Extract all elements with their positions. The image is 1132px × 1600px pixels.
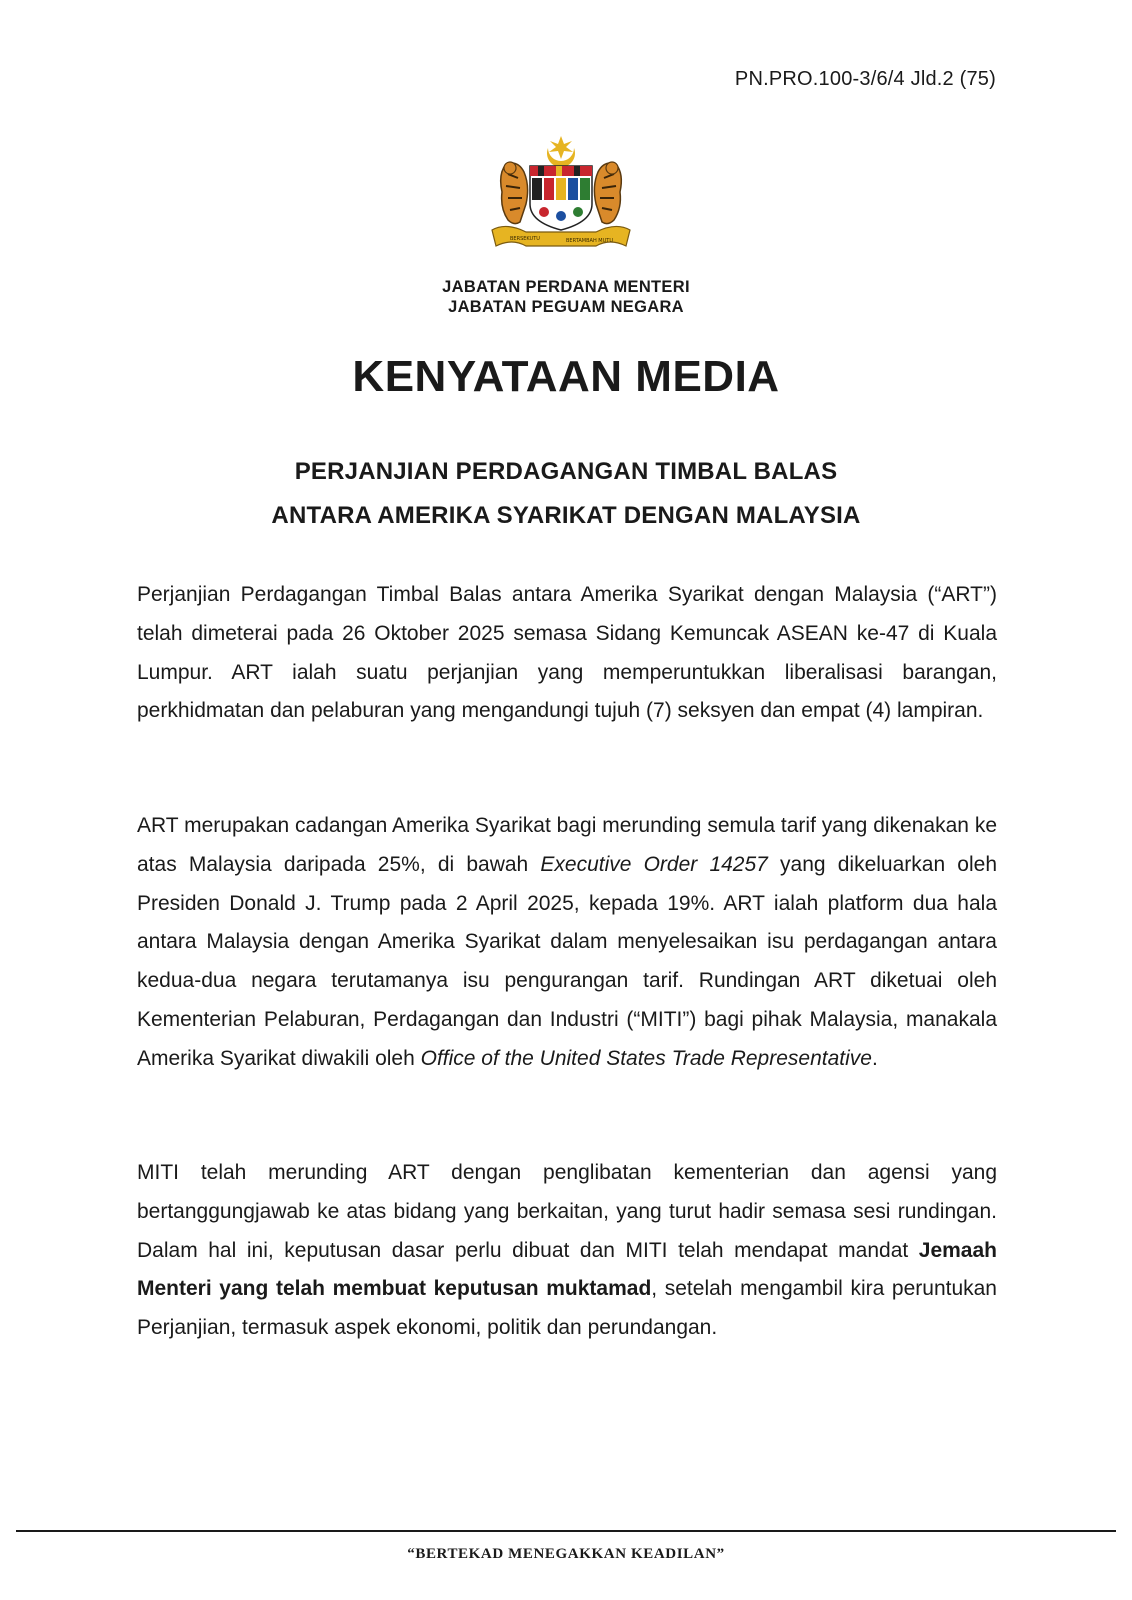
paragraph-2 bbox=[137, 807, 997, 1079]
ustr-reference: Office of the United States Trade Representative bbox=[420, 1046, 872, 1070]
footer-motto: “BERTEKAD MENEGAKKAN KEADILAN” bbox=[407, 1546, 725, 1562]
department-ag: JABATAN PEGUAM NEGARA bbox=[448, 298, 684, 316]
reference-number: PN.PRO.100-3/6/4 Jld.2 (75) bbox=[734, 68, 996, 90]
scroll-left-text: BERSEKUTU bbox=[510, 236, 540, 242]
paragraph-2-text-a: ART merupakan cadangan Amerika Syarikat bagi merunding semula tarif yang dikenakan ke atas Malaysia daripada 25%, di bawah bbox=[137, 814, 997, 876]
footer-divider bbox=[16, 1530, 1116, 1532]
shield-icon bbox=[530, 166, 592, 230]
paragraph-1: Perjanjian Perdagangan Timbal Balas antara Amerika Syarikat dengan Malaysia (“ART”) telah dimeterai pada 26 Oktober 2025 semasa Sidang Kemuncak ASEAN ke-47 di Kuala Lumpur. ART ialah suatu perjanjian yang memperuntukkan liberalisasi barangan, perkhidmatan dan pelaburan yang mengandungi tujuh (7) seksyen dan empat (4) lampiran. bbox=[137, 583, 997, 723]
paragraph-3-text-b: , setelah mengambil kira peruntukan Perjanjian, termasuk aspek ekonomi, politik dan perundangan. bbox=[137, 1277, 997, 1340]
department-pm: JABATAN PERDANA MENTERI bbox=[442, 278, 690, 296]
page-title: KENYATAAN MEDIA bbox=[352, 352, 780, 401]
executive-order-reference: Executive Order 14257 bbox=[540, 852, 768, 876]
paragraph-3-text-a: MITI telah merunding ART dengan penglibatan kementerian dan agensi yang bertanggungjawab ke atas bidang yang berkaitan, yang turut hadir semasa sesi rundingan. Dalam hal ini, keputusan dasar perlu dibuat dan MITI telah mendapat mandat bbox=[137, 1161, 997, 1262]
cabinet-decision-emphasis: Jemaah Menteri yang telah membuat keputusan muktamad bbox=[137, 1238, 997, 1301]
right-tiger-icon bbox=[594, 162, 621, 224]
star-icon bbox=[549, 136, 573, 159]
subtitle-line-1: PERJANJIAN PERDAGANGAN TIMBAL BALAS bbox=[294, 458, 838, 485]
malaysia-coat-of-arms bbox=[486, 134, 636, 252]
paragraph-2-text-b: yang dikeluarkan oleh Presiden Donald J. Trump pada 2 April 2025, kepada 19%. ART ialah platform dua hala antara Malaysia dengan Amerika Syarikat dalam menyelesaikan isu perdagangan antara kedua-dua negara terutamanya isu pengurangan tarif. Rundingan ART diketuai oleh Kementerian Pelaburan, Perdagangan dan Industri (“MITI”) bagi pihak Malaysia, manakala Amerika Syarikat diwakili oleh bbox=[137, 852, 998, 1070]
paragraph-2-text-c: . bbox=[871, 1046, 878, 1070]
subtitle-line-2: ANTARA AMERIKA SYARIKAT DENGAN MALAYSIA bbox=[271, 502, 861, 529]
left-tiger-icon bbox=[501, 162, 528, 224]
paragraph-3 bbox=[137, 1154, 997, 1348]
scroll-right-text: BERTAMBAH MUTU bbox=[566, 238, 613, 244]
